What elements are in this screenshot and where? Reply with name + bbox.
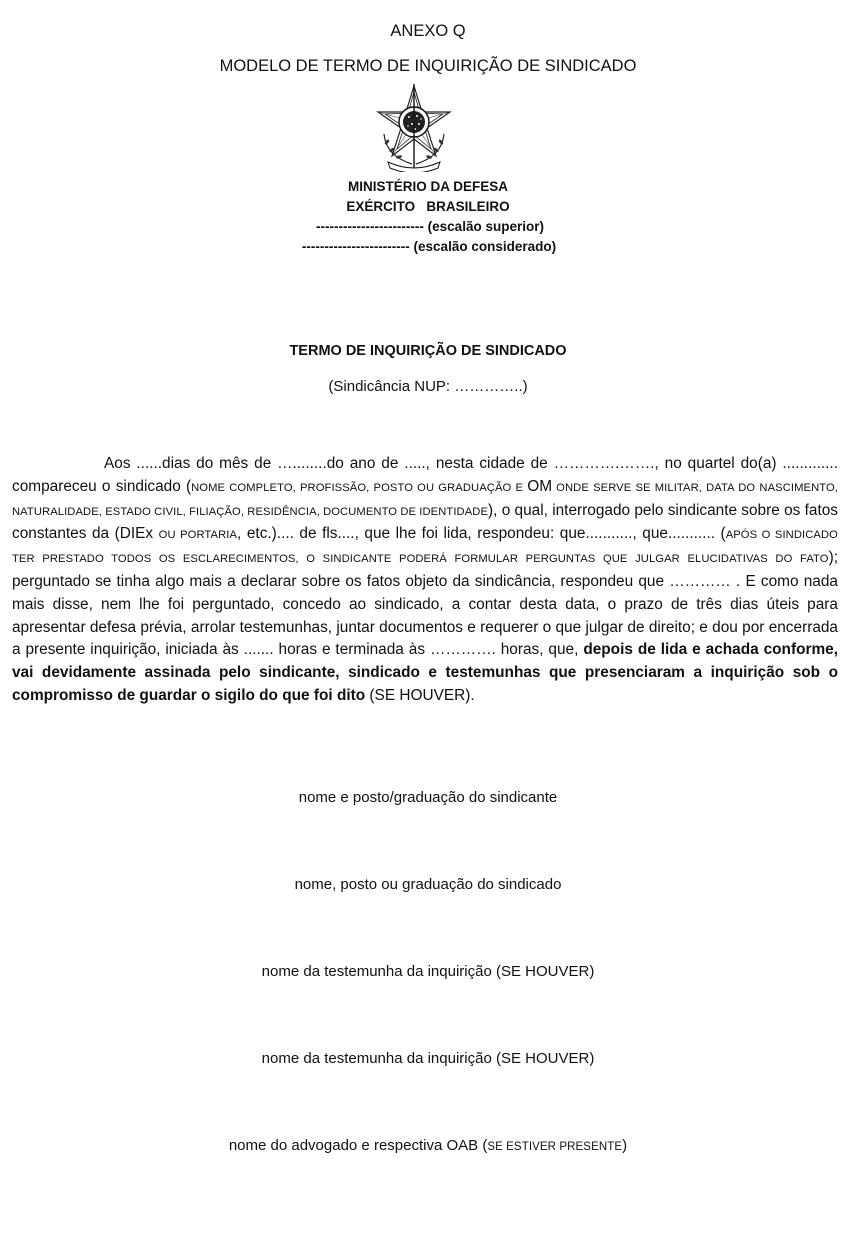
body-text-3: ), o qual, interrogado pelo sindicante sobre os fatos constantes da (DIEx — [12, 501, 838, 543]
body-smallcaps-4: APÓS O SINDICADO TER PRESTADO TODOS OS ESCLARECIMENTOS, O SINDICANTE PODERÁ FORMULAR PERGUNTAS QUE JULGAR ELUCIDATIVAS DO FATO — [12, 529, 838, 566]
lawyer-end: ) — [622, 1137, 628, 1154]
body-text-6: (SE HOUVER). — [365, 686, 475, 704]
body-text-5: ); perguntado se tinha algo mais a declarar sobre os fatos objeto da sindicância, respondeu que ………… . E como nada mais disse, nem lhe foi perguntado, concedo ao sindicado, a contar desta data, o prazo de três dias úteis para apresentar defesa prévia, arrolar testemunhas, juntar documentos e requerer o que julgar de direito; e dou por encerrada a presente inquirição, iniciada às ....... horas e terminada às …………. horas, que, — [12, 549, 838, 659]
body-text-4: , etc.).... de fls...., que lhe foi lida, respondeu: que..........., que........... ( — [237, 525, 726, 543]
document-title: TERMO DE INQUIRIÇÃO DE SINDICADO — [289, 343, 567, 359]
ministry-name: MINISTÉRIO DA DEFESA — [347, 179, 508, 194]
body-bold-text: depois de lida e achada conforme, vai devidamente assinada pelo sindicante, sindicado e testemunhas que presenciaram a inquirição sob o compromisso de guardar o sigilo do que foi dito — [12, 641, 838, 704]
body-paragraph — [12, 453, 838, 708]
model-title: MODELO DE TERMO DE INQUIRIÇÃO DE SINDICADO — [219, 57, 637, 75]
body-text-1: Aos ......dias do mês de …........do ano de ....., nesta cidade de ………….……., no quartel do(a) ............. compareceu o sindicado ( — [12, 455, 838, 495]
signature-sindicante: nome e posto/graduação do sindicante — [298, 789, 558, 806]
body-smallcaps-1: NOME COMPLETO, PROFISSÃO, POSTO OU GRADUAÇÃO E — [191, 481, 528, 494]
body-smallcaps-3: OU PORTARIA — [158, 529, 238, 542]
army-name: EXÉRCITO BRASILEIRO — [346, 199, 510, 214]
nup-reference: (Sindicância NUP: …………..) — [328, 378, 528, 395]
brazil-coat-of-arms-icon — [372, 84, 456, 172]
annex-label: ANEXO Q — [390, 22, 466, 40]
considered-echelon: ------------------------ (escalão considerado) — [301, 239, 557, 254]
superior-echelon: ------------------------ (escalão superior) — [316, 219, 544, 234]
lawyer-smallcaps: SE ESTIVER PRESENTE — [487, 1141, 623, 1153]
body-smallcaps-2: ONDE SERVE SE MILITAR, DATA DO NASCIMENTO, NATURALIDADE, ESTADO CIVIL, FILIAÇÃO, RESIDÊNCIA, DOCUMENTO DE IDENTIDADE — [12, 481, 838, 518]
signature-witness-2: nome da testemunha da inquirição (SE HOUVER) — [261, 1050, 595, 1067]
signature-sindicado: nome, posto ou graduação do sindicado — [294, 876, 562, 893]
org-header — [0, 177, 856, 257]
signature-lawyer — [0, 1137, 856, 1154]
body-text-2: OM — [527, 477, 553, 495]
signature-witness-1: nome da testemunha da inquirição (SE HOUVER) — [261, 963, 595, 980]
lawyer-text: nome do advogado e respectiva OAB ( — [228, 1137, 488, 1154]
